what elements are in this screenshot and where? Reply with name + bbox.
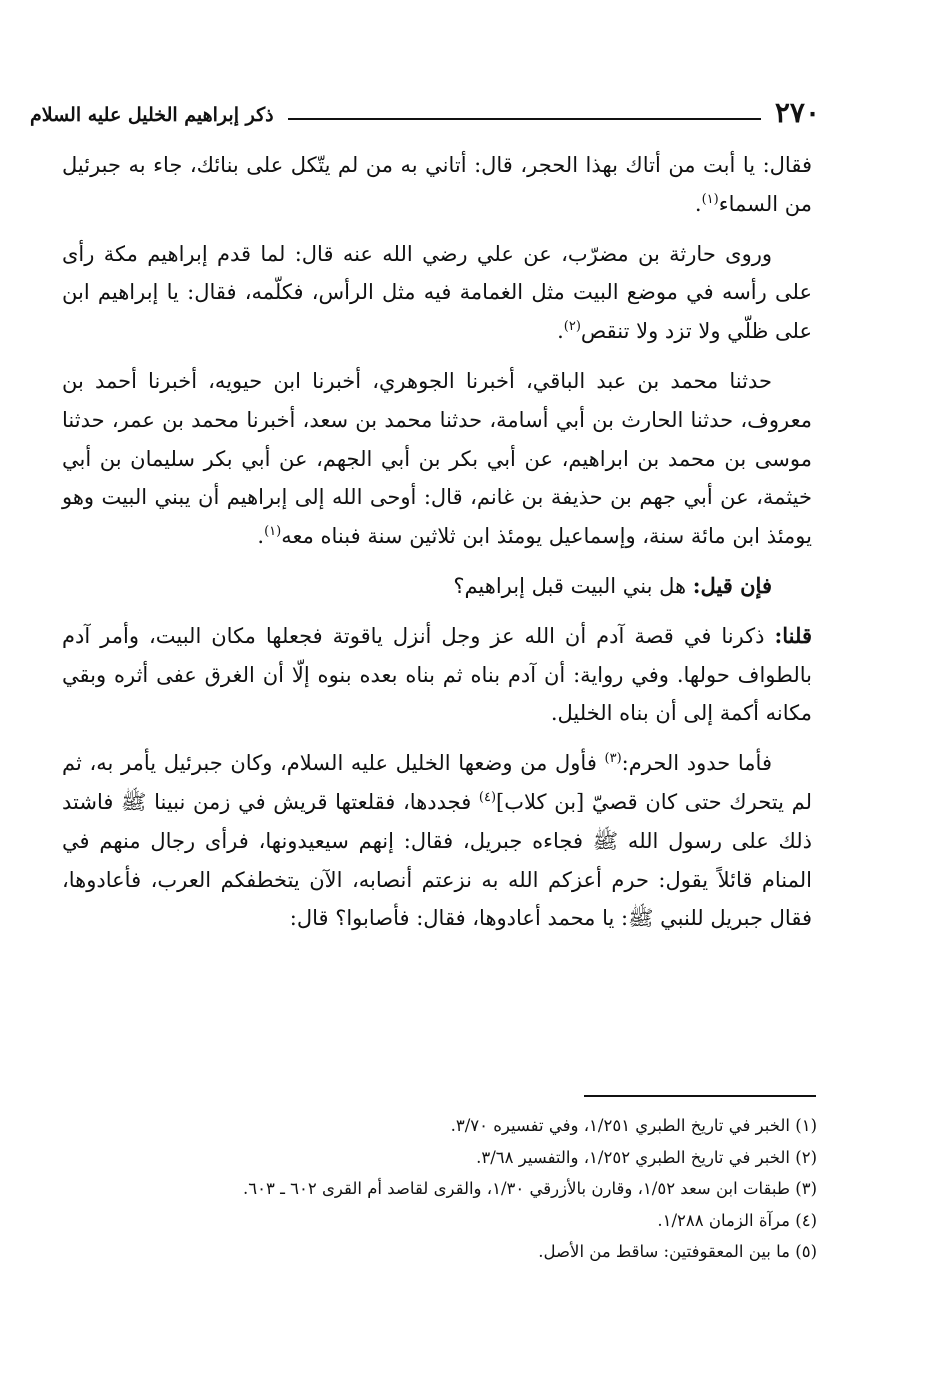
body-text (62, 146, 812, 949)
footnotes (62, 1110, 817, 1268)
footnote-4: (٤) مرآة الزمان ١/٢٨٨. (657, 1210, 817, 1230)
paragraph-text: فجددها، فقلعتها قريش في زمن نبينا ﷺ فاشتد ذلك على رسول الله ﷺ فجاءه جبريل، فقال: إنهم سيعيدونها، فرأى رجال منهم في المنام قائلاً يقول: حرم أعزكم الله به نزعتم أنصابه، الآن يتخطفكم العرب، فأعادوها، فقال جبريل للنبي ﷺ: يا محمد أعادوها، فقال: فأصابوا؟ قال: (62, 789, 812, 931)
header-rule (288, 118, 761, 120)
paragraph-6 (62, 744, 812, 938)
paragraph-end: . (694, 191, 702, 216)
footnote-5: (٥) ما بين المعقوفتين: ساقط من الأصل. (538, 1242, 817, 1261)
page-number: ٢٧٠ (774, 96, 820, 129)
paragraph-text: فقال: يا أبت من أتاك بهذا الحجر، قال: أتاني به من لم يتّكل على بنائك، جاء به جبرئيل من السماء (62, 153, 812, 216)
footnote-3: (٣) طبقات ابن سعد ١/٥٢، وقارن بالأزرقي ١/٣٠، والقرى لقاصد أم القرى ٦٠٢ ـ ٦٠٣. (242, 1179, 817, 1198)
paragraph-text: وروى حارثة بن مضرّب، عن علي رضي الله عنه قال: لما قدم إبراهيم مكة رأى على رأسه في موضع البيت مثل الغمامة فيه مثل الرأس، فكلّمه، فقال: يا إبراهيم ابن على ظلّي ولا تزد ولا تنقص (62, 241, 812, 344)
footnote-ref: (٤) (478, 789, 497, 805)
paragraph-end: . (557, 319, 564, 344)
footnote-ref: (١) (264, 524, 282, 540)
footnote-2: (٢) الخبر في تاريخ الطبري ١/٢٥٢، والتفسير ٣/٦٨. (476, 1147, 817, 1167)
paragraph-2 (62, 235, 812, 351)
paragraph-5 (62, 617, 812, 733)
paragraph-3 (62, 362, 812, 556)
running-title: ذكر إبراهيم الخليل عليه السلام (30, 104, 274, 126)
paragraph-text: فأول من وضعها الخليل عليه السلام، وكان جبرئيل يأمر به، ثم لم يتحرك حتى كان قصيّ (62, 751, 812, 814)
footnote-rule (584, 1095, 816, 1097)
paragraph-1 (62, 146, 812, 224)
paragraph-4 (62, 567, 812, 606)
footnote-ref: (١) (701, 191, 719, 207)
footnote-1: (١) الخبر في تاريخ الطبري ١/٢٥١، وفي تفسيره ٣/٧٠. (450, 1116, 817, 1135)
paragraph-text: ذكرنا في قصة آدم أن الله عز وجل أنزل ياقوتة فجعلها مكان البيت، وأمر آدم بالطواف حولها. وفي رواية: أن آدم بناه ثم بناه بعده بنوه إلّا أن الغرق عفى أثره وبقي مكانه أكمة إلى أن بناه الخليل. (62, 623, 812, 726)
paragraph-text: حدثنا محمد بن عبد الباقي، أخبرنا الجوهري، أخبرنا ابن حيويه، أخبرنا أحمد بن معروف، حدثنا الحارث بن أبي أسامة، حدثنا محمد بن سعد، أخبرنا محمد بن عمر، حدثنا موسى بن محمد بن ابراهيم، عن أبي بكر بن أبي الجهم، عن أبي بكر سليمان بن أبي خيثمة، عن أبي جهم بن حذيفة بن غانم، قال: أوحى الله إلى إبراهيم أن يبني البيت وهو يومئذ ابن مائة سنة، وإسماعيل يومئذ ابن ثلاثين سنة فبناه معه (62, 368, 812, 549)
answer-lead: قلنا: (774, 622, 812, 648)
paragraph-end: . (257, 524, 265, 549)
bracketed-insert: [بن كلاب] (496, 789, 585, 814)
paragraph-text: هل بني البيت قبل إبراهيم؟ (453, 573, 693, 598)
footnote-ref: (٣) (604, 751, 622, 767)
question-lead: فإن قيل: (692, 572, 772, 598)
page-header (30, 95, 820, 129)
paragraph-text: فأما حدود الحرم: (621, 751, 772, 776)
footnote-ref: (٢) (563, 319, 581, 335)
